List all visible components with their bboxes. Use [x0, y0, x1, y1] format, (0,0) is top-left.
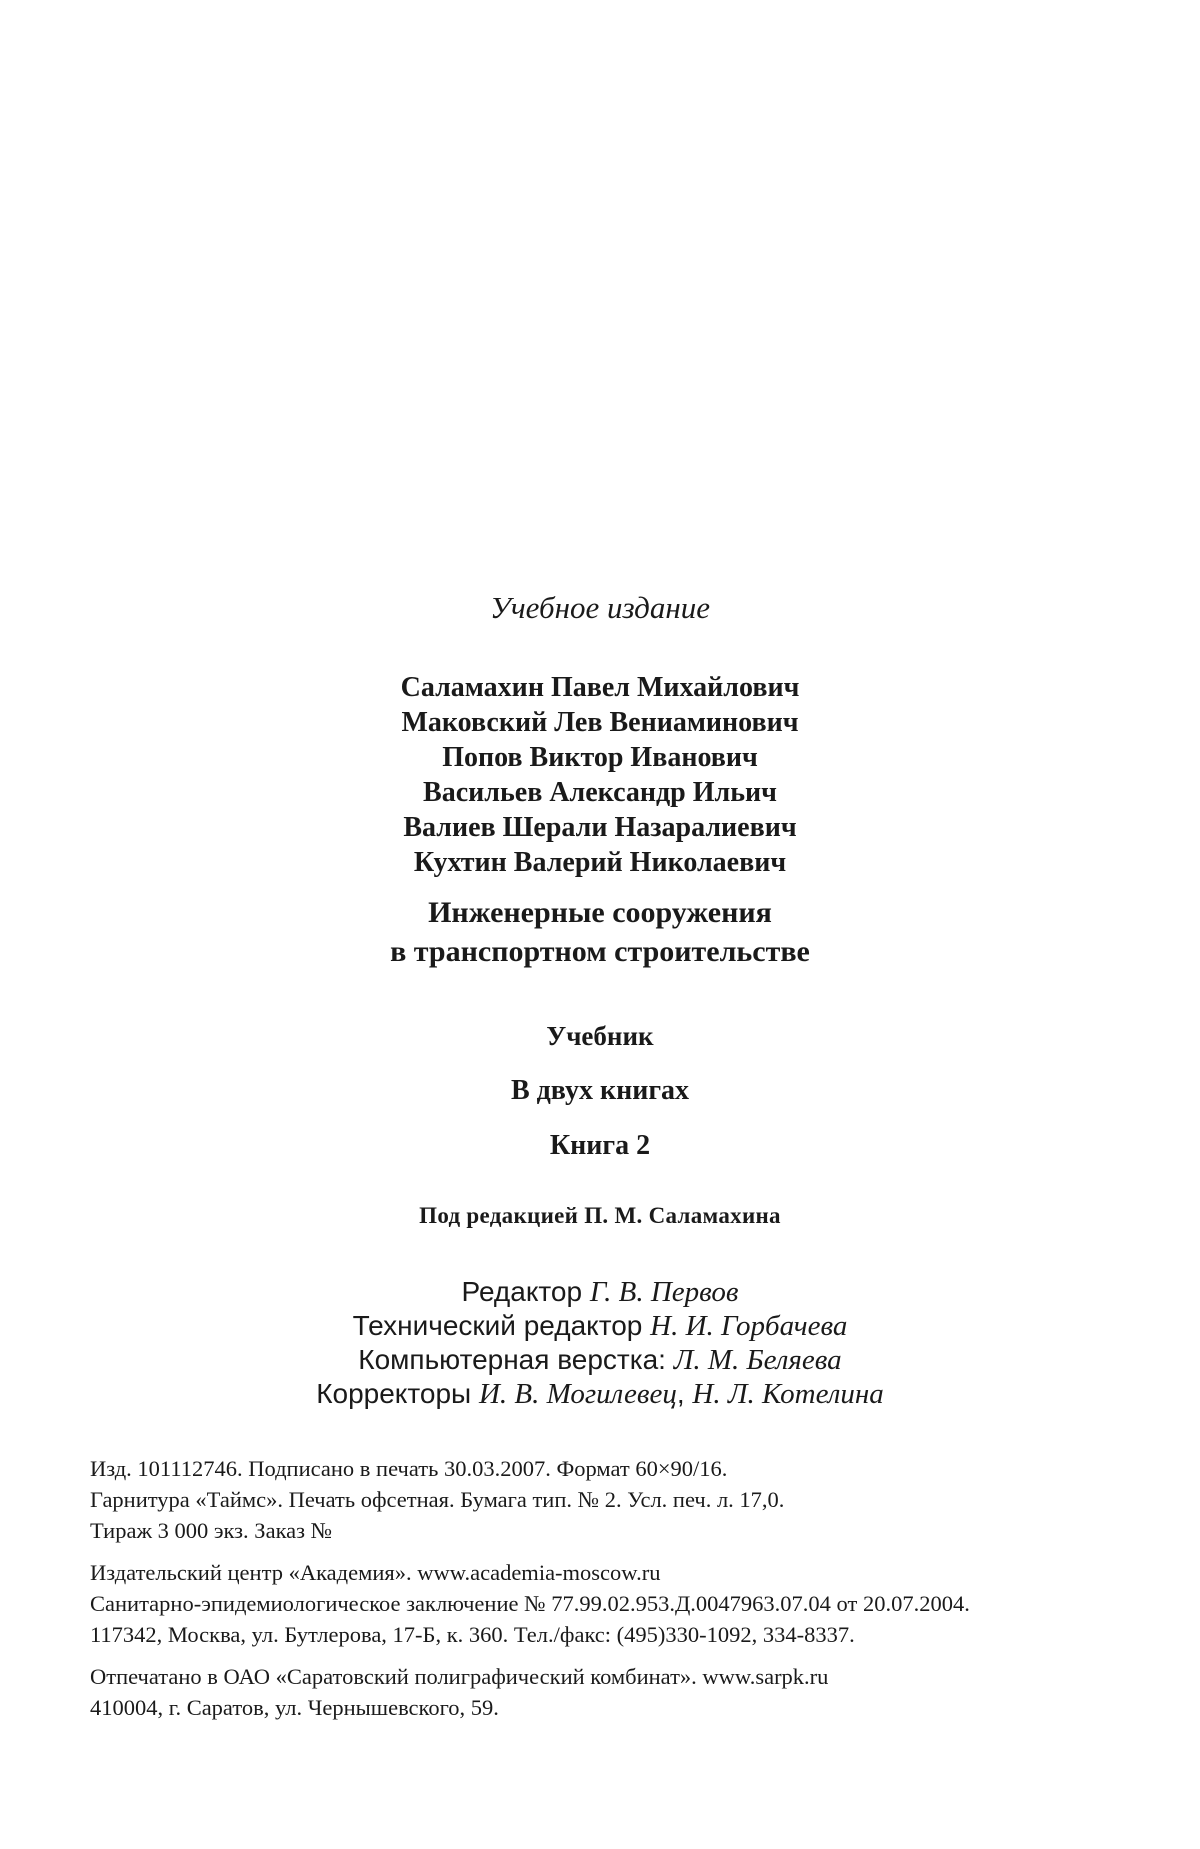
staff-role: Редактор: [461, 1276, 583, 1307]
staff-line-editor: [0, 1275, 1200, 1309]
staff-role: Технический редактор: [352, 1310, 643, 1341]
book-title: [0, 893, 1200, 971]
editorial-staff: [0, 1275, 1200, 1411]
volumes-count: В двух книгах: [510, 1075, 690, 1106]
publisher-details: [90, 1557, 1120, 1650]
staff-role: Компьютерная верстка:: [358, 1344, 666, 1375]
book-title-line: Инженерные сооружения: [428, 896, 772, 929]
author-name: Попов Виктор Иванович: [442, 742, 758, 773]
staff-line-tech-editor: [0, 1309, 1200, 1343]
staff-role: Корректоры: [316, 1378, 472, 1409]
staff-line-proofreaders: [0, 1377, 1200, 1411]
print-details: [90, 1453, 1120, 1546]
imprint-line: Гарнитура «Таймс». Печать офсетная. Бумага тип. № 2. Усл. печ. л. 17,0.: [90, 1487, 785, 1512]
book-type: Учебник: [546, 1021, 654, 1051]
author-name: Кухтин Валерий Николаевич: [413, 847, 787, 878]
author-name: Васильев Александр Ильич: [423, 777, 777, 808]
staff-name: Г. В. Первов: [589, 1276, 739, 1308]
author-list: [0, 670, 1200, 880]
edited-by: Под редакцией П. М. Саламахина: [419, 1203, 781, 1228]
staff-separator: ,: [676, 1378, 685, 1409]
staff-name: Н. Л. Котелина: [692, 1378, 884, 1410]
staff-line-layout: [0, 1343, 1200, 1377]
imprint-line: Издательский центр «Академия». www.academia-moscow.ru: [90, 1560, 661, 1585]
imprint-line: Отпечатано в ОАО «Саратовский полиграфический комбинат». www.sarpk.ru: [90, 1664, 829, 1689]
staff-name: Л. М. Беляева: [673, 1344, 842, 1376]
author-name: Валиев Шерали Назаралиевич: [403, 812, 797, 843]
imprint-line: 410004, г. Саратов, ул. Чернышевского, 59.: [90, 1695, 499, 1720]
imprint-line: Изд. 101112746. Подписано в печать 30.03.2007. Формат 60×90/16.: [90, 1456, 728, 1481]
author-name: Саламахин Павел Михайлович: [400, 672, 800, 703]
imprint-line: Тираж 3 000 экз. Заказ №: [90, 1518, 333, 1543]
printer-details: [90, 1661, 1120, 1723]
book-title-line: в транспортном строительстве: [390, 935, 810, 968]
author-name: Маковский Лев Вениаминович: [401, 707, 799, 738]
imprint-line: 117342, Москва, ул. Бутлерова, 17-Б, к. 360. Тел./факс: (495)330-1092, 334-8337.: [90, 1622, 855, 1647]
book-number: Книга 2: [549, 1130, 651, 1161]
staff-name: И. В. Могилевец: [478, 1378, 677, 1410]
imprint-line: Санитарно-эпидемиологическое заключение № 77.99.02.953.Д.0047963.07.04 от 20.07.2004.: [90, 1591, 970, 1616]
edition-type: Учебное издание: [490, 590, 710, 625]
staff-name: Н. И. Горбачева: [650, 1310, 848, 1342]
